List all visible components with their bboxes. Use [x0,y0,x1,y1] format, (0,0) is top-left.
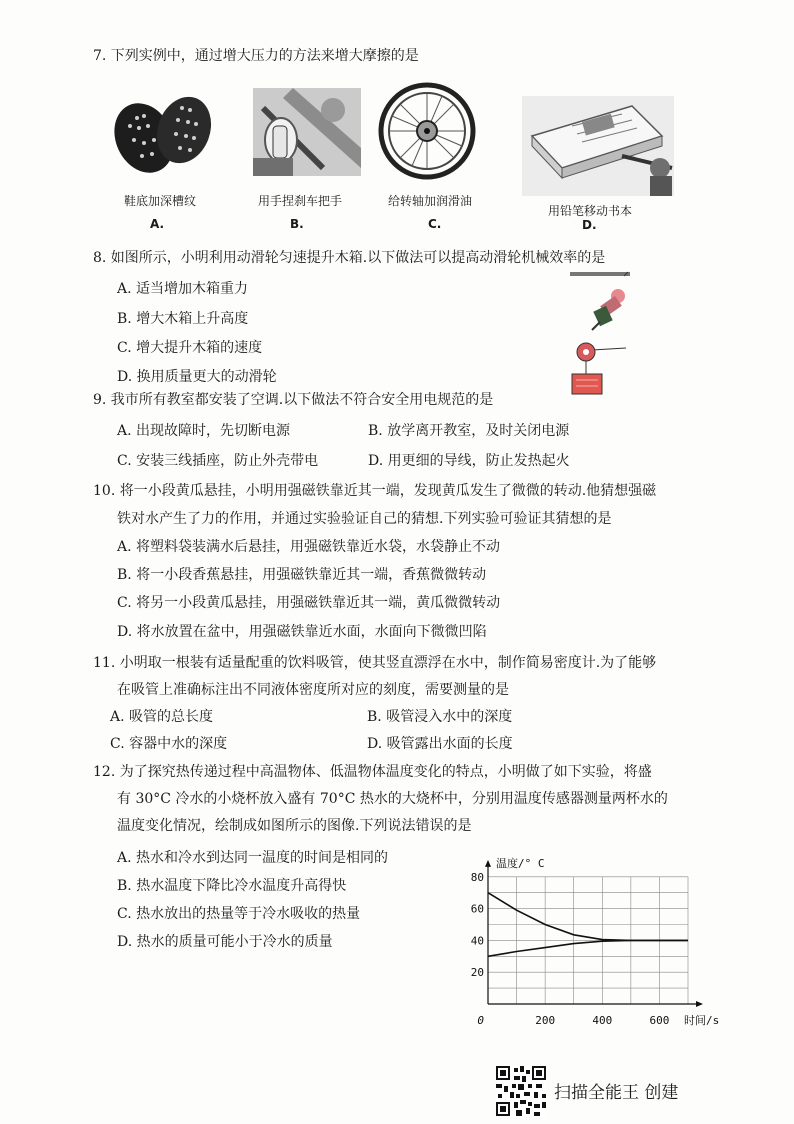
x-tick-label: 600 [649,1014,670,1027]
q9-option-a: A. 出现故障时，先切断电源 [117,423,291,439]
q10-option-d: D. 将水放置在盆中，用强磁铁靠近水面，水面向下微微凹陷 [117,624,487,640]
q11-option-b: B. 吸管浸入水中的深度 [367,709,513,725]
shoe-sole-image [104,88,222,178]
q9-stem: 9. 我市所有教室都安装了空调.以下做法不符合安全用电规范的是 [93,392,494,408]
q11-option-c: C. 容器中水的深度 [110,736,228,752]
y-tick-label: 20 [470,966,484,980]
q7-stem: 7. 下列实例中，通过增大压力的方法来增大摩擦的是 [93,48,419,64]
option-a-caption: 鞋底加深槽纹 [124,194,197,208]
temperature-chart [460,842,720,1032]
hot-water-curve [488,893,688,941]
q12-option-b: B. 热水温度下降比冷水温度升高得快 [117,878,347,894]
origin-label: 0 [477,1014,484,1027]
q12-option-d: D. 热水的质量可能小于冷水的质量 [117,934,333,950]
q9-option-c: C. 安装三线插座，防止外壳带电 [117,453,319,469]
option-d-caption: 用铅笔移动书本 [548,204,633,218]
option-b-letter: B. [290,217,304,231]
wheel-axle-image [378,82,476,180]
q12-stem-line3: 温度变化情况，绘制成如图所示的图像.下列说法错误的是 [117,818,472,834]
x-axis-arrow [696,1001,703,1007]
q12-option-a: A. 热水和冷水到达同一温度的时间是相同的 [117,850,389,866]
q9-option-d: D. 用更细的导线，防止发热起火 [368,453,570,469]
option-d-letter: D. [582,218,597,232]
x-axis-label: 时间/s [684,1014,720,1027]
y-tick-label: 60 [470,902,484,916]
cold-water-curve [488,940,688,956]
q11-option-a: A. 吸管的总长度 [110,709,214,725]
q12-option-c: C. 热水放出的热量等于冷水吸收的热量 [117,906,361,922]
q12-stem-line2: 有 30°C 冷水的小烧杯放入盛有 70°C 热水的大烧杯中，分别用温度传感器测量两杯水的 [117,791,668,807]
q10-option-c: C. 将另一小段黄瓜悬挂，用强磁铁靠近其一端，黄瓜微微转动 [117,595,501,611]
q8-option-b: B. 增大木箱上升高度 [117,311,249,327]
q11-stem-line2: 在吸管上准确标注出不同液体密度所对应的刻度，需要测量的是 [117,682,509,698]
scanner-watermark: 扫描全能王 创建 [554,1083,679,1103]
pencil-books-image [522,96,674,196]
option-a-letter: A. [150,217,165,231]
brake-handle-image [253,88,361,176]
option-c-caption: 给转轴加润滑油 [388,194,473,208]
y-tick-label: 40 [470,934,484,948]
q8-option-d: D. 换用质量更大的动滑轮 [117,369,277,385]
q8-option-c: C. 增大提升木箱的速度 [117,340,263,356]
y-axis-arrow [485,860,491,867]
q10-option-a: A. 将塑料袋装满水后悬挂，用强磁铁靠近水袋，水袋静止不动 [117,539,501,555]
q11-stem-line1: 11. 小明取一根装有适量配重的饮料吸管，使其竖直漂浮在水中，制作简易密度计.为了能够 [93,655,657,671]
y-tick-label: 80 [470,870,484,884]
q10-stem-line2: 铁对水产生了力的作用，并通过实验验证自己的猜想.下列实验可验证其猜想的是 [117,511,612,527]
q10-option-b: B. 将一小段香蕉悬挂，用强磁铁靠近其一端，香蕉微微转动 [117,567,487,583]
q12-stem-line1: 12. 为了探究热传递过程中高温物体、低温物体温度变化的特点，小明做了如下实验，将盛 [93,764,652,780]
option-c-letter: C. [428,217,442,231]
pulley-figure [566,268,638,400]
q10-stem-line1: 10. 将一小段黄瓜悬挂，小明用强磁铁靠近其一端，发现黄瓜发生了微微的转动.他猜想强磁 [93,483,657,499]
x-tick-label: 200 [535,1014,556,1027]
qr-code-icon [496,1066,546,1116]
q8-stem: 8. 如图所示，小明利用动滑轮匀速提升木箱.以下做法可以提高动滑轮机械效率的是 [93,250,606,266]
q8-option-a: A. 适当增加木箱重力 [117,281,249,297]
chart-axes [485,860,703,1007]
q11-option-d: D. 吸管露出水面的长度 [367,736,513,752]
option-b-caption: 用手捏刹车把手 [258,194,343,208]
q9-option-b: B. 放学离开教室，及时关闭电源 [368,423,570,439]
y-axis-label: 温度/° C [496,856,545,870]
x-tick-label: 400 [592,1014,613,1027]
